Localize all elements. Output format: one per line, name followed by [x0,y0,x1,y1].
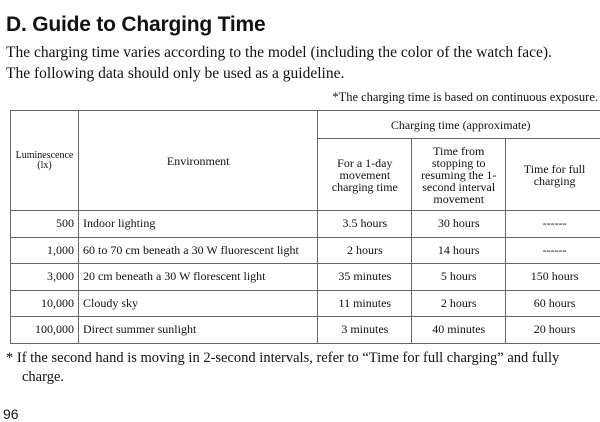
cell-luminescence: 500 [11,211,79,238]
cell-one-day: 2 hours [318,237,412,264]
footnote-line: * If the second hand is moving in 2-second intervals, refer to “Time for full charging” and fully [6,350,560,366]
section-title: D. Guide to Charging Time [6,13,266,36]
cell-resume: 30 hours [412,211,506,238]
table-row [11,211,600,238]
header-one-day: For a 1-day movement charging time [318,139,412,211]
intro-line: The following data should only be used as a guideline. [6,65,345,82]
cell-environment: 60 to 70 cm beneath a 30 W fluorescent light [78,237,317,264]
cell-one-day: 35 minutes [318,264,412,291]
cell-luminescence: 10,000 [11,290,79,317]
header-full-charge: Time for full charging [506,139,600,211]
cell-environment: Direct summer sunlight [78,317,317,344]
header-environment: Environment [78,111,317,211]
charging-time-table [10,110,600,344]
cell-full-charge: 150 hours [506,264,600,291]
table-row [11,290,600,317]
cell-luminescence: 1,000 [11,237,79,264]
cell-environment: 20 cm beneath a 30 W florescent light [78,264,317,291]
cell-resume: 2 hours [412,290,506,317]
intro-line: The charging time varies according to the model (including the color of the watch face). [6,44,552,61]
header-resume: Time from stopping to resuming the 1-second interval movement [412,139,506,211]
cell-one-day: 3 minutes [318,317,412,344]
cell-luminescence: 100,000 [11,317,79,344]
table-row [11,317,600,344]
cell-resume: 40 minutes [412,317,506,344]
header-luminescence: Luminescence (lx) [11,111,79,211]
cell-full-charge: 20 hours [506,317,600,344]
table-row [11,237,600,264]
cell-full-charge: ------ [506,211,600,238]
exposure-note: *The charging time is based on continuous exposure. [332,90,598,104]
cell-luminescence: 3,000 [11,264,79,291]
cell-full-charge: 60 hours [506,290,600,317]
intro-text [6,42,552,84]
cell-one-day: 11 minutes [318,290,412,317]
cell-full-charge: ------ [506,237,600,264]
footnote-line: charge. [22,369,64,385]
cell-resume: 14 hours [412,237,506,264]
cell-one-day: 3.5 hours [318,211,412,238]
cell-environment: Indoor lighting [78,211,317,238]
table-row [11,264,600,291]
cell-environment: Cloudy sky [78,290,317,317]
footnote [6,349,600,387]
page-number: 96 [3,406,19,422]
header-charging-time: Charging time (approximate) [318,111,600,139]
cell-resume: 5 hours [412,264,506,291]
